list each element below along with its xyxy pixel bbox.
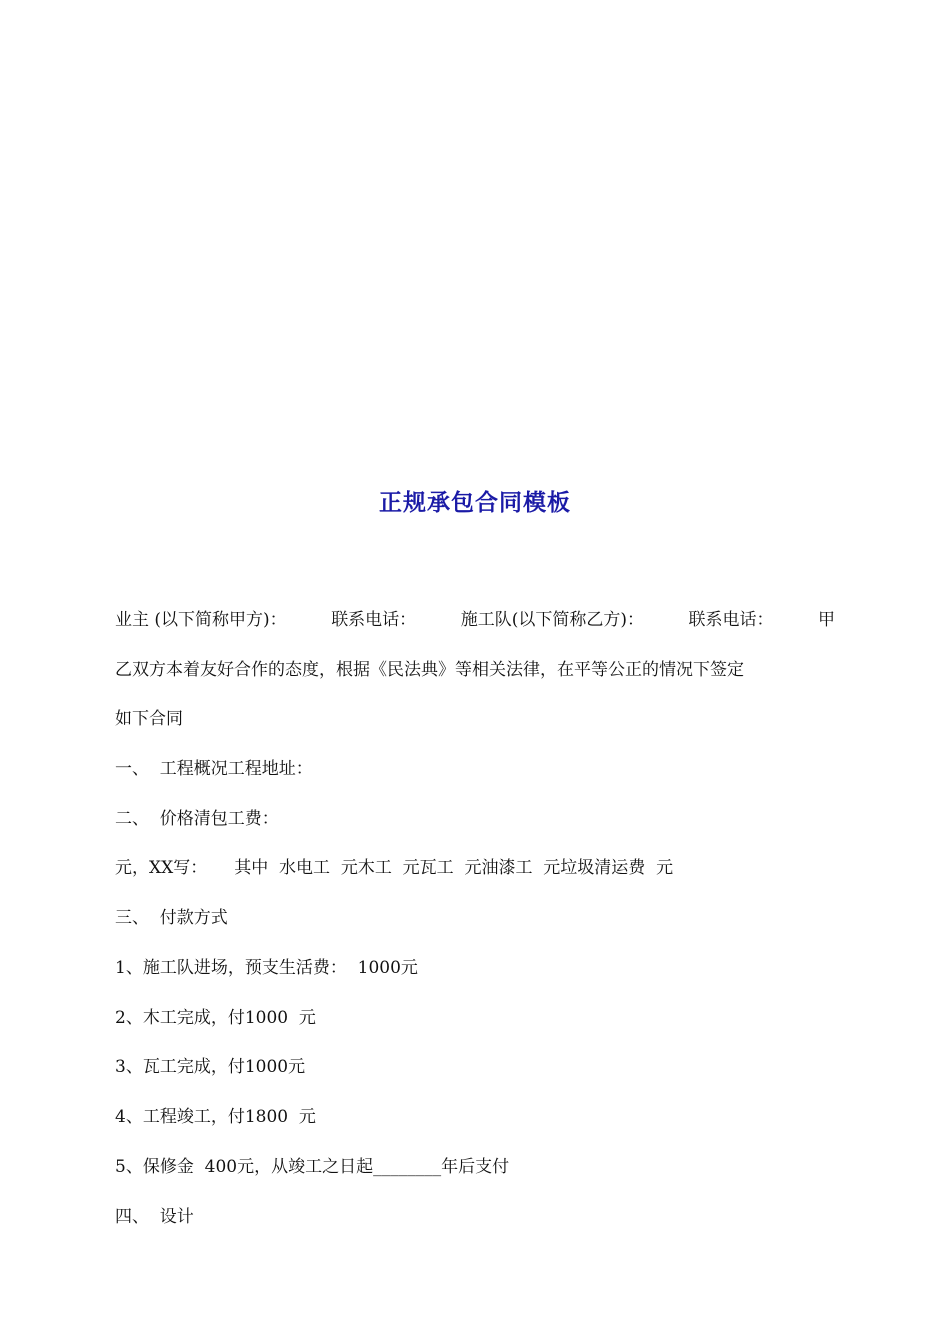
owner-phone-label: 联系电话： bbox=[331, 610, 417, 630]
document-title: 正规承包合同模板 bbox=[379, 489, 571, 516]
parties-line-tail: 甲 bbox=[818, 610, 835, 630]
team-phone-label: 联系电话： bbox=[688, 610, 774, 630]
section-heading: 三、 付款方式 bbox=[115, 908, 228, 928]
paragraph-line: 元，XX写： 其中 水电工 元木工 元瓦工 元油漆工 元垃圾清运费 元 bbox=[115, 858, 674, 878]
section-heading: 二、 价格清包工费： bbox=[115, 809, 279, 829]
paragraph-line: 如下合同 bbox=[115, 709, 183, 729]
list-item: 4、工程竣工，付1800 元 bbox=[115, 1107, 316, 1127]
owner-label: 业主 (以下简称甲方)： bbox=[115, 610, 287, 630]
parties-line bbox=[115, 608, 835, 632]
list-item: 1、施工队进场，预支生活费： 1000元 bbox=[115, 958, 418, 978]
team-label: 施工队(以下简称乙方)： bbox=[460, 610, 644, 630]
section-heading: 四、 设计 bbox=[115, 1207, 194, 1227]
section-heading: 一、 工程概况工程地址： bbox=[115, 759, 313, 779]
list-item: 2、木工完成，付1000 元 bbox=[115, 1008, 316, 1028]
list-item: 5、保修金 400元，从竣工之日起________年后支付 bbox=[115, 1157, 510, 1177]
list-item: 3、瓦工完成，付1000元 bbox=[115, 1057, 306, 1077]
paragraph-line: 乙双方本着友好合作的态度，根据《民法典》等相关法律，在平等公正的情况下签定 bbox=[115, 660, 744, 680]
